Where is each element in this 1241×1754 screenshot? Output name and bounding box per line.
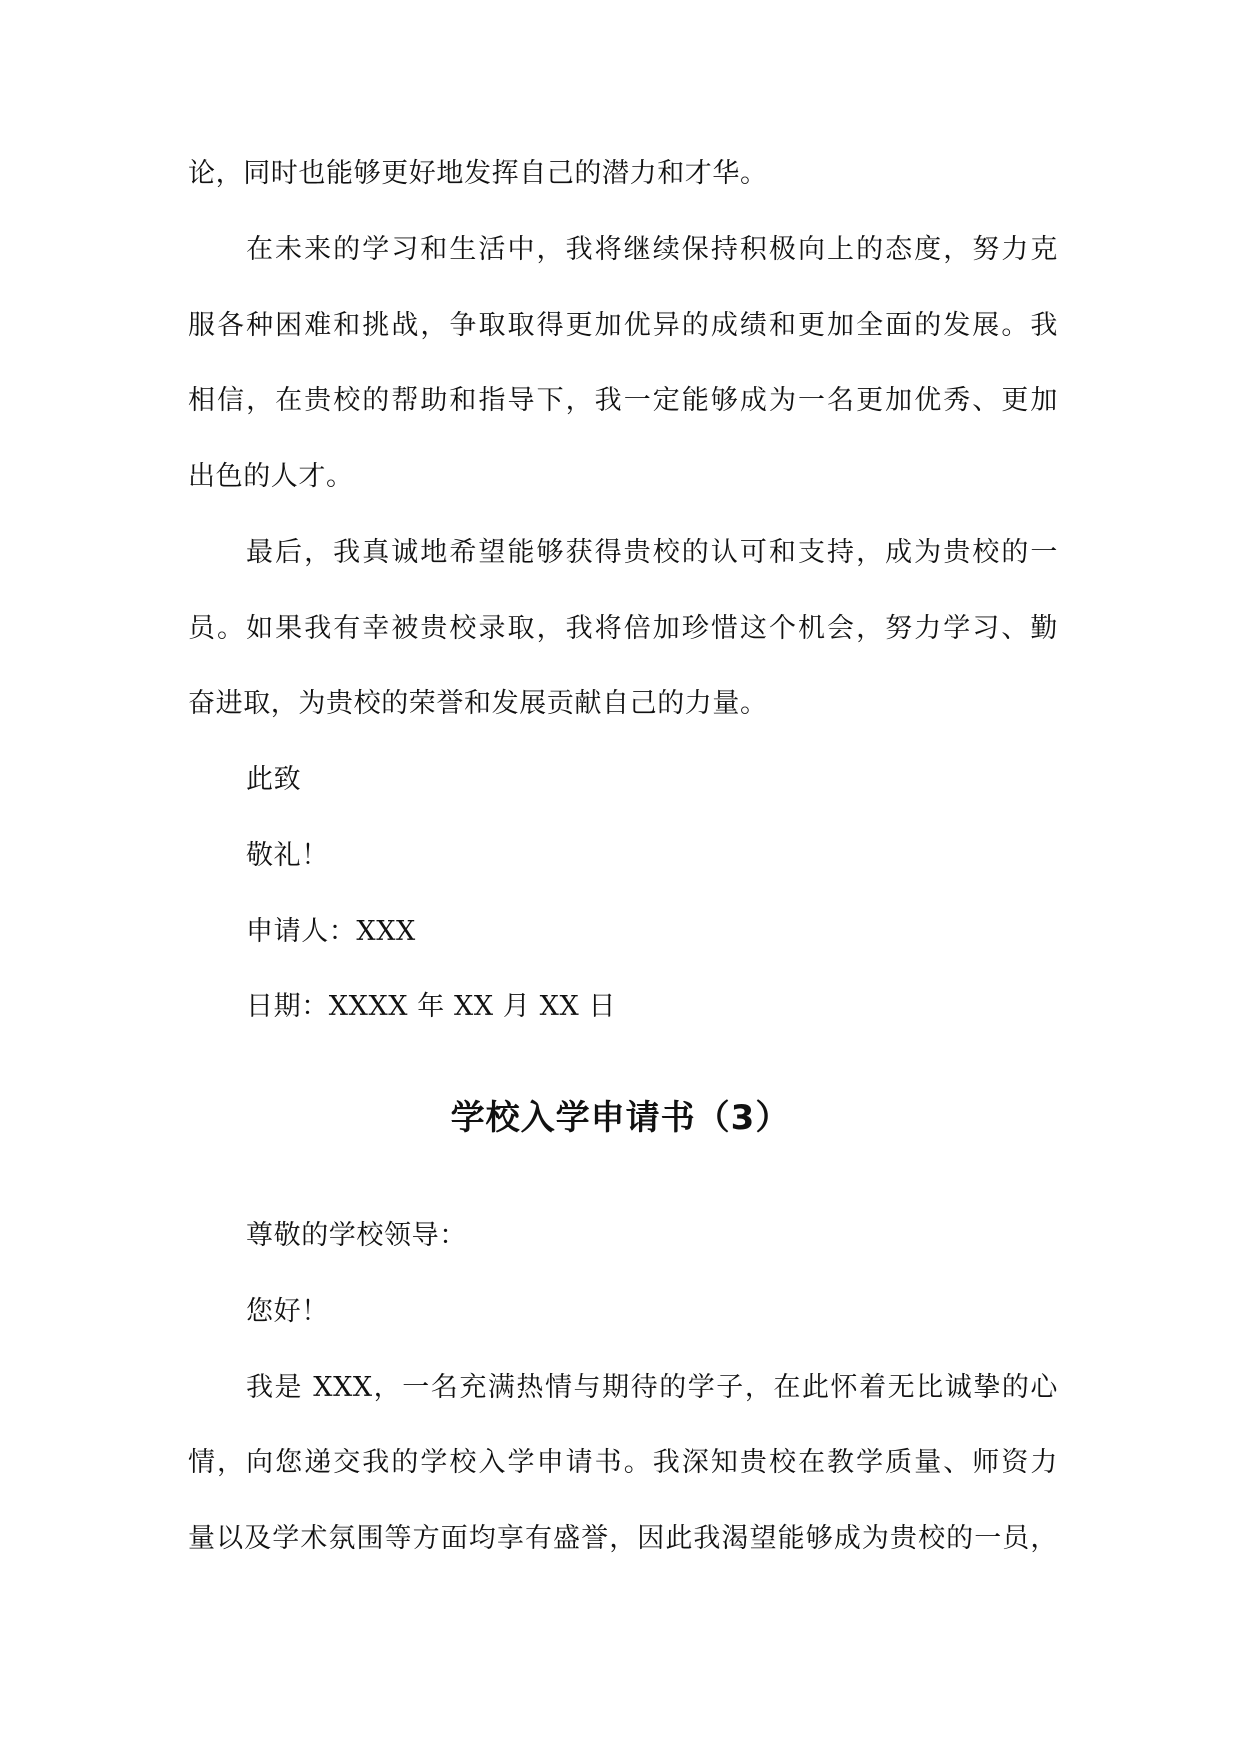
- salutation-line: 尊敬的学校领导：: [246, 1220, 467, 1251]
- paragraph-line: 在未来的学习和生活中，我将继续保持积极向上的态度，努力克: [246, 234, 1058, 265]
- applicant-line: 申请人：XXX: [246, 916, 416, 947]
- paragraph-line: 最后，我真诚地希望能够获得贵校的认可和支持，成为贵校的一: [246, 537, 1058, 568]
- section-title: 学校入学申请书（3）: [450, 1098, 791, 1138]
- date-line: 日期：XXXX 年 XX 月 XX 日: [246, 991, 617, 1022]
- paragraph-line: 服各种困难和挑战，争取取得更加优异的成绩和更加全面的发展。我: [188, 310, 1058, 341]
- paragraph-line: 量以及学术氛围等方面均享有盛誉，因此我渴望能够成为贵校的一员，: [188, 1523, 1058, 1554]
- paragraph-line: 相信，在贵校的帮助和指导下，我一定能够成为一名更加优秀、更加: [188, 385, 1058, 416]
- paragraph-line: 员。如果我有幸被贵校录取，我将倍加珍惜这个机会，努力学习、勤: [188, 613, 1058, 644]
- closing-line: 此致: [246, 764, 302, 795]
- greeting-line: 您好！: [246, 1296, 329, 1327]
- closing-line: 敬礼！: [246, 840, 329, 871]
- paragraph-line: 奋进取，为贵校的荣誉和发展贡献自己的力量。: [188, 688, 768, 719]
- paragraph-line: 论，同时也能够更好地发挥自己的潜力和才华。: [188, 158, 768, 189]
- paragraph-line: 出色的人才。: [188, 461, 354, 492]
- paragraph-line: 我是 XXX，一名充满热情与期待的学子，在此怀着无比诚挚的心: [246, 1372, 1058, 1403]
- paragraph-line: 情，向您递交我的学校入学申请书。我深知贵校在教学质量、师资力: [188, 1447, 1058, 1478]
